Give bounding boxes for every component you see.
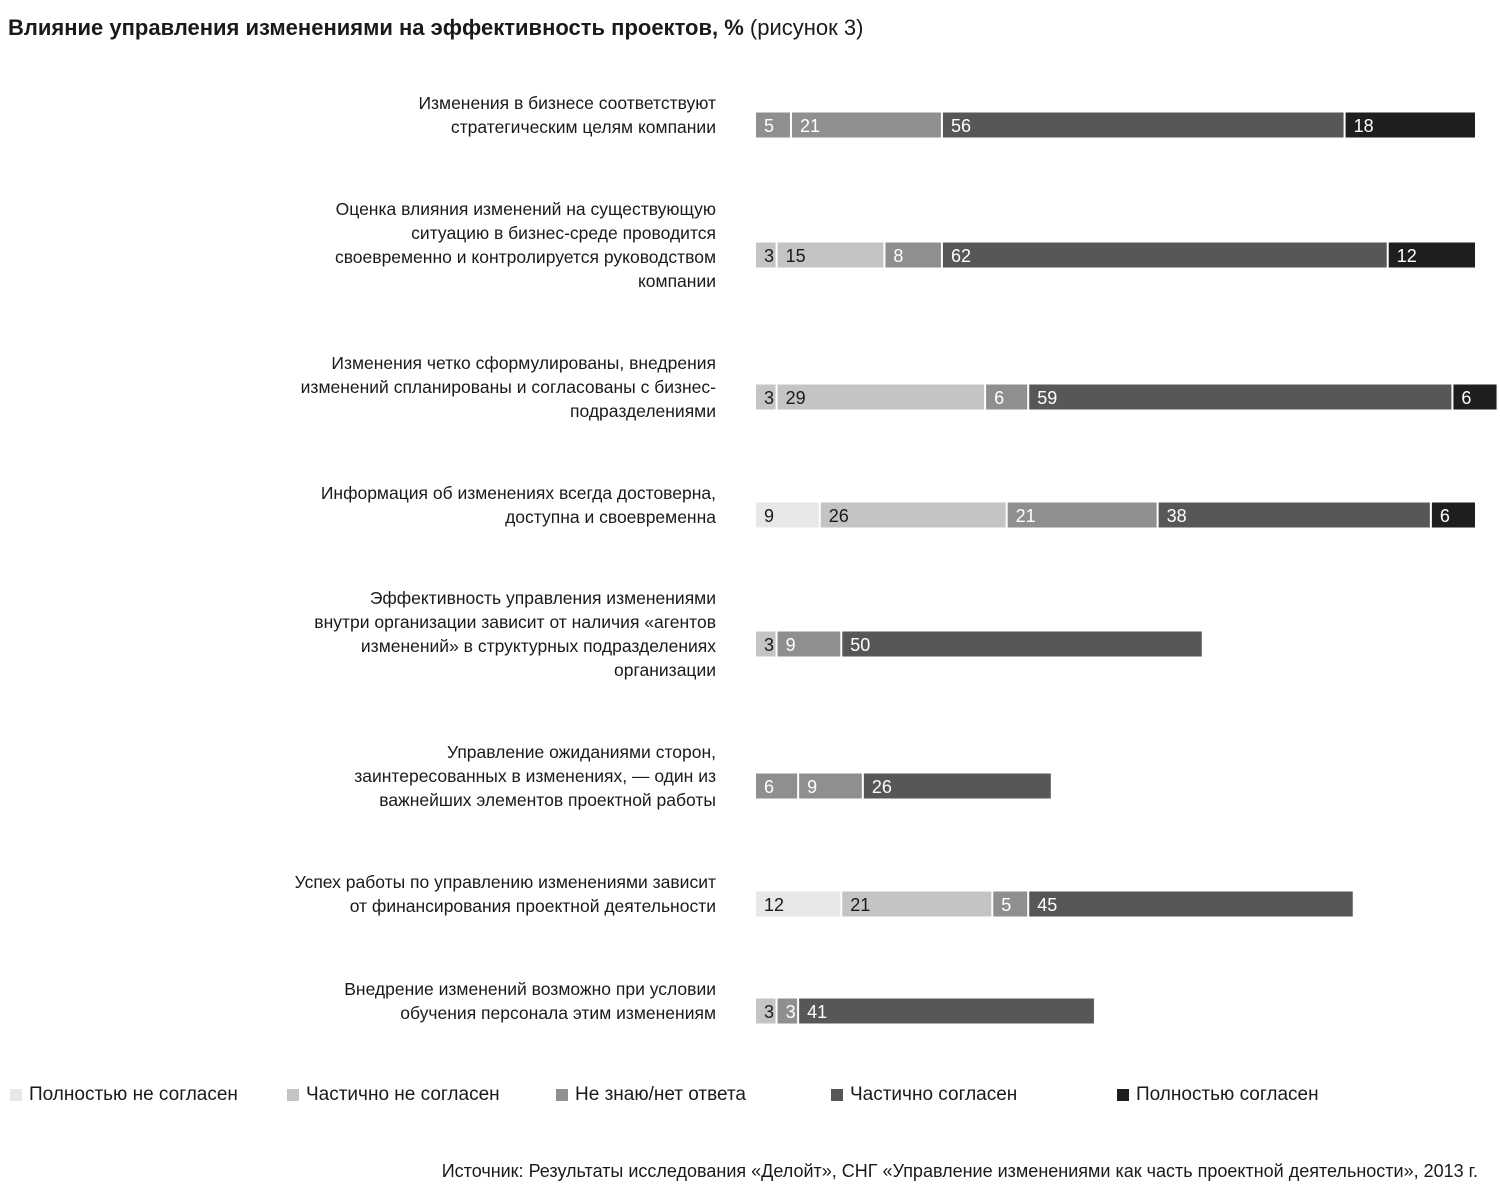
- bar-value-label: 3: [764, 388, 775, 408]
- legend-item: [1117, 1084, 1319, 1106]
- category-label: [335, 199, 716, 291]
- legend-label: Частично не согласен: [306, 1084, 500, 1105]
- bar-value-label: 3: [764, 635, 775, 655]
- bar-value-label: 38: [1166, 506, 1187, 526]
- category-label: [344, 979, 716, 1023]
- bar-value-label: 12: [1396, 246, 1417, 266]
- category-label-line: Изменения четко сформулированы, внедрения: [331, 353, 716, 373]
- bar-value-label: 5: [764, 116, 775, 136]
- category-label-line: изменений спланированы и согласованы с бизнес-: [300, 377, 716, 397]
- bar-value-label: 6: [1461, 388, 1472, 408]
- bar-value-label: 8: [893, 246, 904, 266]
- bar-value-label: 6: [764, 777, 775, 797]
- legend-swatch: [1117, 1089, 1129, 1101]
- category-label: [321, 483, 716, 527]
- bar-value-label: 50: [850, 635, 871, 655]
- bar-value-label: 21: [1015, 506, 1036, 526]
- category-label-line: Оценка влияния изменений на существующую: [335, 199, 716, 219]
- category-label-line: стратегическим целям компании: [450, 117, 716, 137]
- category-label: [418, 93, 716, 137]
- category-label-line: Эффективность управления изменениями: [369, 588, 716, 608]
- bar-segment: [1432, 503, 1475, 528]
- bar-value-label: 41: [807, 1002, 828, 1022]
- bar-segment: [1029, 892, 1353, 917]
- category-label-line: своевременно и контролируется руководством: [334, 247, 716, 267]
- chart-legend: [0, 1084, 1500, 1114]
- legend-label: Не знаю/нет ответа: [575, 1084, 746, 1105]
- category-label-line: ситуацию в бизнес-среде проводится: [411, 223, 716, 243]
- bar-segment: [756, 774, 797, 799]
- bar-value-label: 26: [871, 777, 892, 797]
- bar-value-label: 62: [950, 246, 971, 266]
- category-label-line: организации: [614, 660, 716, 680]
- bar-value-label: 9: [785, 635, 796, 655]
- legend-swatch: [556, 1089, 568, 1101]
- category-label-line: Управление ожиданиями сторон,: [447, 742, 716, 762]
- legend-swatch: [831, 1089, 843, 1101]
- category-label-line: изменений» в структурных подразделениях: [360, 636, 716, 656]
- category-label-line: Информация об изменениях всегда достоверна,: [320, 483, 716, 503]
- category-label: [295, 872, 716, 916]
- bar-value-label: 9: [807, 777, 818, 797]
- bar-value-label: 29: [785, 388, 806, 408]
- bar-value-label: 21: [799, 116, 820, 136]
- bar-value-label: 21: [850, 895, 871, 915]
- legend-item: [556, 1084, 746, 1106]
- bar-value-label: 9: [764, 506, 775, 526]
- category-label-line: Изменения в бизнесе соответствуют: [418, 93, 716, 113]
- category-label-line: компании: [637, 271, 716, 291]
- bar-segment: [943, 113, 1344, 138]
- legend-label: Полностью не согласен: [29, 1084, 238, 1105]
- bar-segment: [986, 385, 1027, 410]
- bar-value-label: 12: [764, 895, 785, 915]
- category-label: [314, 588, 716, 680]
- category-label-line: важнейших элементов проектной работы: [379, 790, 716, 810]
- chart-title-suffix: (рисунок 3): [743, 15, 864, 40]
- bar-segment: [864, 774, 1051, 799]
- bar-value-label: 18: [1353, 116, 1374, 136]
- bar-value-label: 6: [1439, 506, 1450, 526]
- category-label-line: заинтересованных в изменениях, — один из: [354, 766, 716, 786]
- bar-value-label: 5: [1001, 895, 1012, 915]
- bar-segment: [943, 243, 1387, 268]
- legend-label: Полностью согласен: [1136, 1084, 1319, 1105]
- bar-segment: [1029, 385, 1451, 410]
- legend-item: [10, 1084, 238, 1106]
- category-label-line: Успех работы по управлению изменениями зависит: [294, 872, 716, 892]
- bar-value-label: 45: [1037, 895, 1058, 915]
- category-label-line: от финансирования проектной деятельности: [349, 896, 716, 916]
- bar-value-label: 26: [828, 506, 849, 526]
- legend-swatch: [287, 1089, 299, 1101]
- source-note: Источник: Результаты исследования «Делойт», СНГ «Управление изменениями как часть проектной деятельности», 2013 г.: [441, 1161, 1478, 1181]
- category-label-line: внутри организации зависит от наличия «агентов: [314, 612, 716, 632]
- category-label: [301, 353, 717, 421]
- category-label-line: подразделениями: [570, 401, 716, 421]
- category-label: [354, 742, 716, 810]
- bar-segment: [1453, 385, 1496, 410]
- category-label-line: обучения персонала этим изменениям: [400, 1003, 716, 1023]
- bar-value-label: 3: [764, 1002, 775, 1022]
- bar-value-label: 3: [785, 1002, 796, 1022]
- bar-segment: [778, 385, 985, 410]
- bar-value-label: 56: [950, 116, 971, 136]
- category-label-line: Внедрение изменений возможно при условии: [344, 979, 716, 999]
- bar-value-label: 6: [994, 388, 1005, 408]
- category-label-line: доступна и своевременна: [505, 507, 716, 527]
- bar-value-label: 59: [1037, 388, 1058, 408]
- bar-value-label: 3: [764, 246, 775, 266]
- bar-segment: [842, 632, 1202, 657]
- legend-swatch: [10, 1089, 22, 1101]
- bar-value-label: 15: [785, 246, 806, 266]
- chart-title-main: Влияние управления изменениями на эффективность проектов, %: [8, 15, 744, 40]
- legend-item: [287, 1084, 500, 1106]
- bar-segment: [799, 999, 1094, 1024]
- legend-label: Частично согласен: [850, 1084, 1018, 1105]
- legend-item: [831, 1084, 1017, 1106]
- bar-segment: [1159, 503, 1430, 528]
